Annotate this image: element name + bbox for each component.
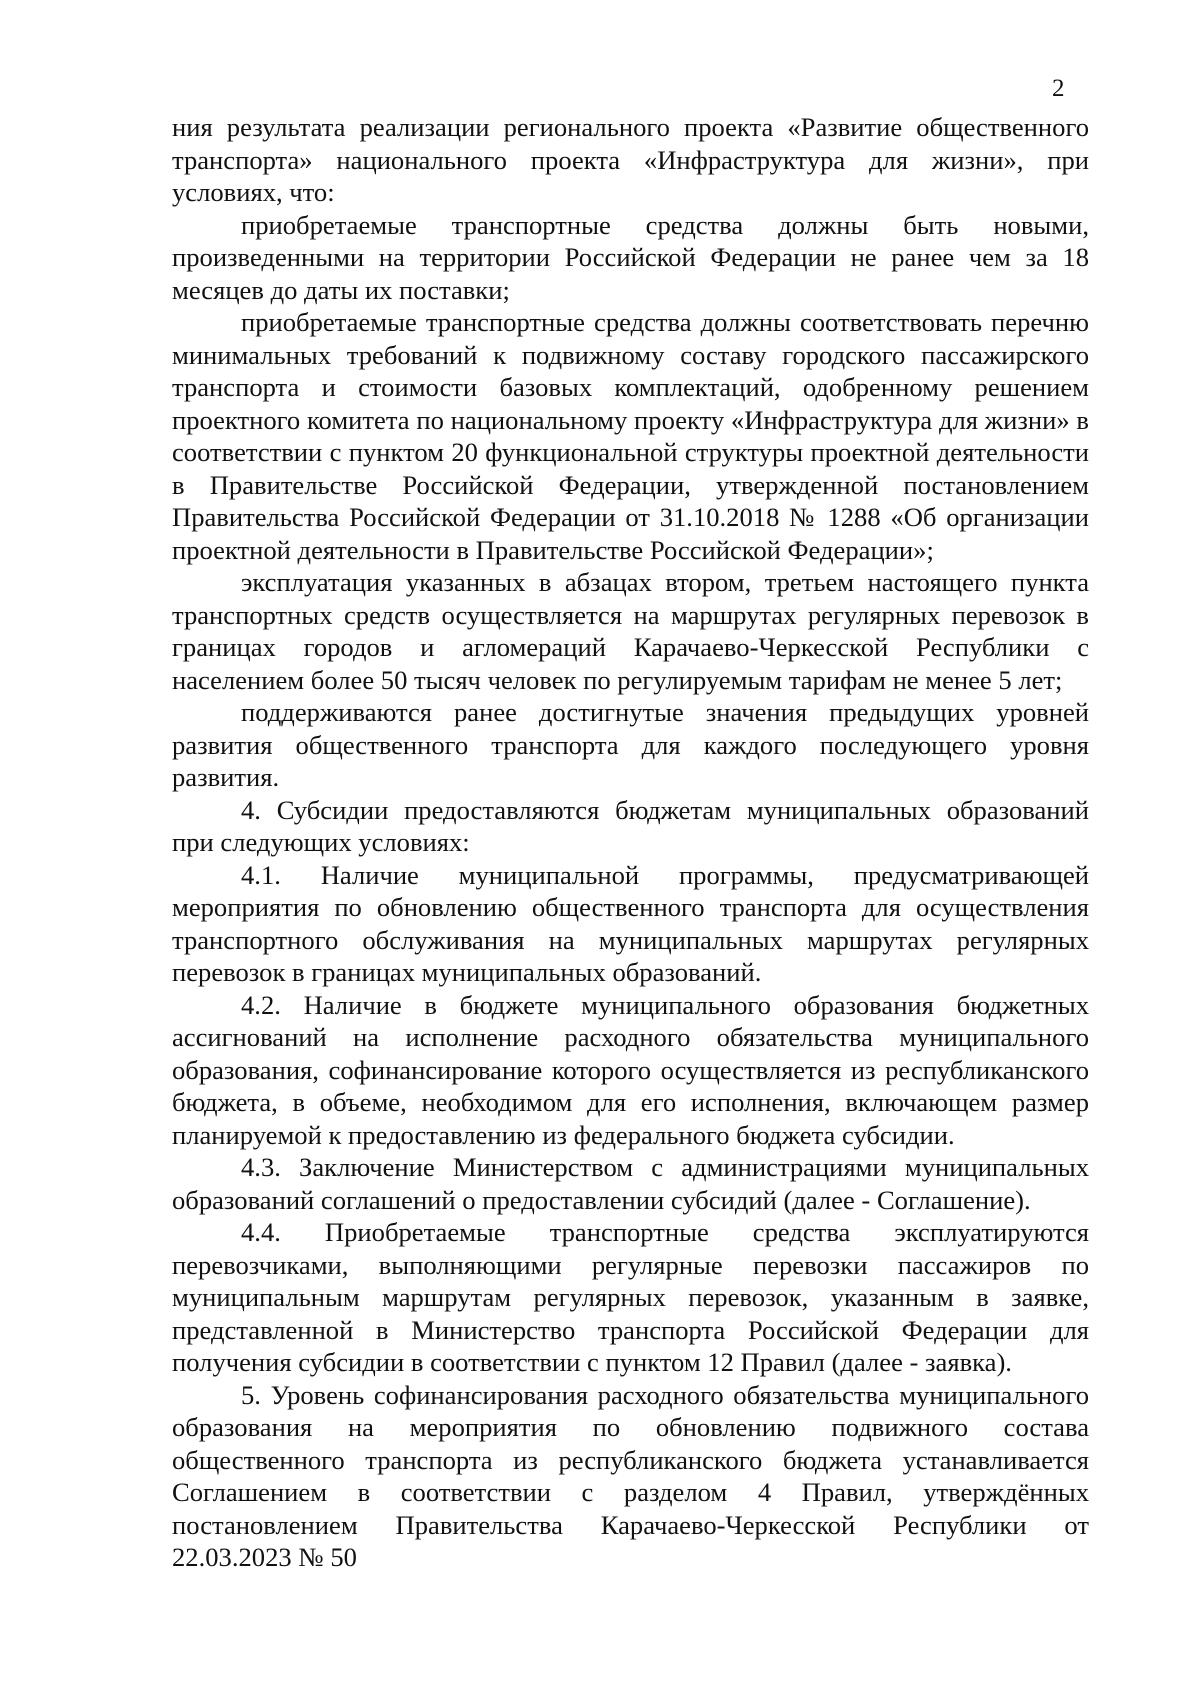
paragraph-clause-4: 4. Субсидии предоставляются бюджетам муниципальных образований при следующих условиях: [172,794,1089,857]
paragraph-condition-levels: поддерживаются ранее достигнутые значения предыдущих уровней развития общественного транспорта для каждого последующего уровня развития. [172,697,1089,792]
paragraph-clause-4-3: 4.3. Заключение Министерством с администрациями муниципальных образований соглашений о предоставлении субсидий (далее - Соглашение). [172,1152,1089,1215]
page-number: 2 [1052,75,1065,102]
paragraph-clause-5: 5. Уровень софинансирования расходного обязательства муниципального образования на мероприятия по обновлению подвижного состава общественного транспорта из республиканского бюджета устанавливается Соглашением в соответствии с разделом 4 Правил, утверждённых постановлением Правительства Карачаево-Черкесской Республики от 22.03.2023 № 50 [172,1379,1089,1572]
paragraph-condition-operation: эксплуатация указанных в абзацах втором, третьем настоящего пункта транспортных средств осуществляется на маршрутах регулярных перевозок в границах городов и агломераций Карачаево-Черкесской Республики с населением более 50 тысяч человек по регулируемым тарифам не менее 5 лет; [172,567,1089,695]
document-body [172,111,1089,1574]
paragraph-clause-4-4: 4.4. Приобретаемые транспортные средства эксплуатируются перевозчиками, выполняющими регулярные перевозки пассажиров по муниципальным маршрутам регулярных перевозок, указанным в заявке, представленной в Министерство транспорта Российской Федерации для получения субсидии в соответствии с пунктом 12 Правил (далее - заявка). [172,1217,1089,1377]
paragraph-condition-requirements: приобретаемые транспортные средства должны соответствовать перечню минимальных требований к подвижному составу городского пассажирского транспорта и стоимости базовых комплектаций, одобренному решением проектного комитета по национальному проекту «Инфраструктура для жизни» в соответствии с пунктом 20 функциональной структуры проектной деятельности в Правительстве Российской Федерации, утвержденной постановлением Правительства Российской Федерации от 31.10.2018 № 1288 «Об организации проектной деятельности в Правительстве Российской Федерации»; [172,307,1089,565]
paragraph-continuation: ния результата реализации регионального проекта «Развитие общественного транспорта» национального проекта «Инфраструктура для жизни», при условиях, что: [172,112,1089,207]
paragraph-condition-new-vehicles: приобретаемые транспортные средства должны быть новыми, произведенными на территории Российской Федерации не ранее чем за 18 месяцев до даты их поставки; [172,209,1089,305]
paragraph-clause-4-2: 4.2. Наличие в бюджете муниципального образования бюджетных ассигнований на исполнение расходного обязательства муниципального образования, софинансирование которого осуществляется из республиканского бюджета, в объеме, необходимом для его исполнения, включающем размер планируемой к предоставлению из федерального бюджета субсидии. [172,989,1089,1150]
paragraph-clause-4-1: 4.1. Наличие муниципальной программы, предусматривающей мероприятия по обновлению общественного транспорта для осуществления транспортного обслуживания на муниципальных маршрутах регулярных перевозок в границах муниципальных образований. [172,859,1089,987]
